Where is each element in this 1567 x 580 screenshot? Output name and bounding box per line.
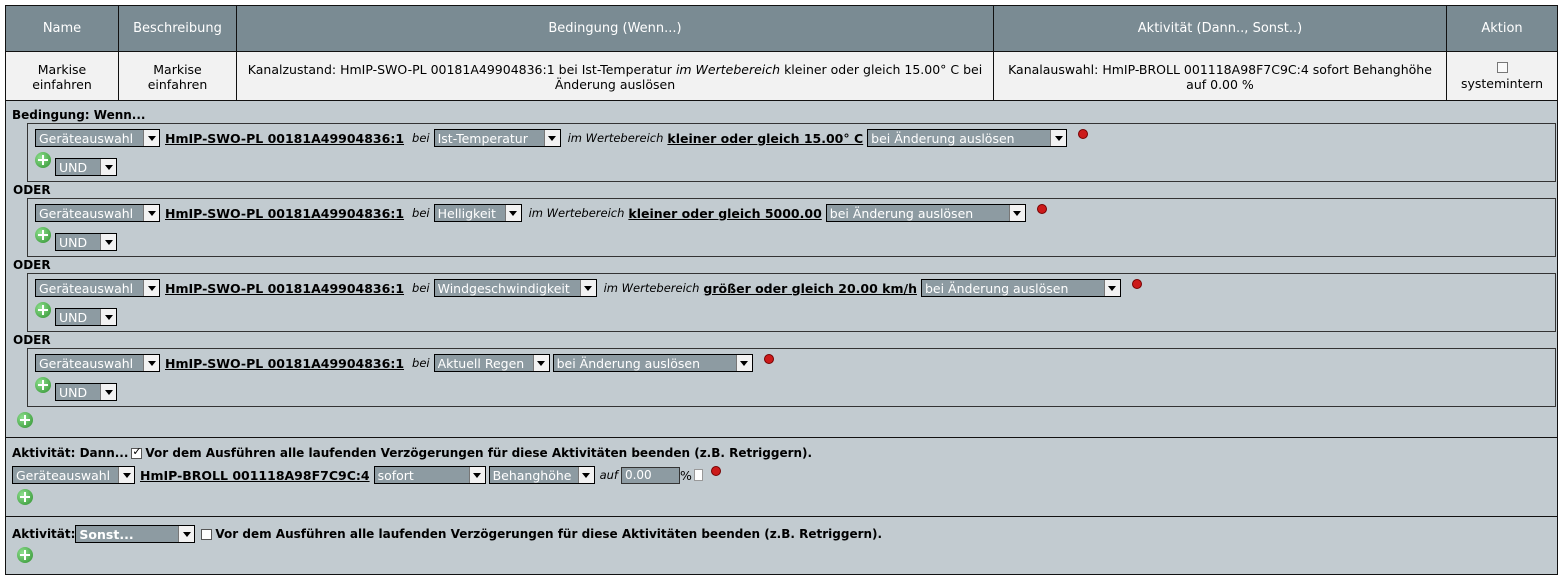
then-title: Aktivität: Dann... bbox=[12, 446, 129, 460]
add-activity-icon[interactable] bbox=[17, 489, 33, 505]
chevron-down-icon bbox=[143, 280, 159, 296]
trigger-select[interactable]: bei Änderung auslösen bbox=[553, 354, 753, 372]
add-condition-icon[interactable] bbox=[35, 377, 51, 393]
chevron-down-icon bbox=[178, 526, 194, 542]
add-else-activity-icon[interactable] bbox=[17, 547, 33, 563]
device-select[interactable]: Geräteauswahl bbox=[35, 354, 160, 372]
col-action-header: Aktion bbox=[1481, 21, 1523, 36]
or-label: ODER bbox=[13, 183, 51, 197]
activity-device-link[interactable]: HmIP-BROLL 001118A98F7C9C:4 bbox=[140, 467, 370, 483]
else-panel bbox=[5, 516, 1558, 575]
device-select[interactable]: Geräteauswahl bbox=[35, 129, 160, 147]
delete-icon[interactable] bbox=[1078, 129, 1088, 139]
chevron-down-icon bbox=[736, 355, 752, 371]
else-title: Aktivität: bbox=[12, 527, 76, 541]
chevron-down-icon bbox=[1050, 130, 1066, 146]
condition-block-2: Geräteauswahl HmIP-SWO-PL 00181A49904836:1 bei Helligkeit im Wertebereich kleiner oder gleich 5000.00 bei Änderung auslösen UND bbox=[27, 198, 1556, 257]
add-condition-icon[interactable] bbox=[35, 152, 51, 168]
range-link[interactable]: kleiner oder gleich 5000.00 bbox=[628, 205, 822, 221]
col-name-header: Name bbox=[6, 6, 119, 51]
device-select[interactable]: Geräteauswahl bbox=[35, 204, 160, 222]
program-action-cell bbox=[1447, 52, 1557, 101]
delete-icon[interactable] bbox=[1037, 204, 1047, 214]
chevron-down-icon bbox=[1104, 280, 1120, 296]
or-label: ODER bbox=[13, 333, 51, 347]
chevron-down-icon bbox=[100, 309, 116, 325]
then-panel: Aktivität: Dann... ✓ Vor dem Ausführen alle laufenden Verzögerungen für diese Aktivitäten beenden (z.B. Retriggern). Geräteauswahl HmIP-BROLL 001118A98F7C9C:4 sofort Behanghöhe auf 0.00 % bbox=[5, 437, 1558, 517]
program-condition-summary: Kanalzustand: HmIP-SWO-PL 00181A49904836:1 bei Ist-Temperatur im Wertebereich kleiner oder gleich 15.00° C bei Änderung auslösen bbox=[237, 52, 994, 101]
col-activity-header: Aktivität (Dann.., Sonst..) bbox=[994, 6, 1447, 51]
chevron-down-icon bbox=[100, 384, 116, 400]
col-description-header: Beschreibung bbox=[119, 6, 237, 51]
chevron-down-icon bbox=[469, 467, 485, 483]
chevron-down-icon bbox=[143, 130, 159, 146]
condition-block-4: Geräteauswahl HmIP-SWO-PL 00181A49904836:1 bei Aktuell Regen bei Änderung auslösen UND bbox=[27, 348, 1556, 407]
note-icon[interactable] bbox=[694, 469, 703, 481]
delete-icon[interactable] bbox=[1132, 279, 1142, 289]
chevron-down-icon bbox=[118, 467, 134, 483]
device-link[interactable]: HmIP-SWO-PL 00181A49904836:1 bbox=[165, 355, 405, 371]
else-retrigger-checkbox[interactable] bbox=[201, 529, 212, 540]
trigger-select[interactable]: bei Änderung auslösen bbox=[826, 204, 1026, 222]
then-retrigger-checkbox[interactable] bbox=[131, 448, 142, 459]
range-link[interactable]: größer oder gleich 20.00 km/h bbox=[703, 280, 917, 296]
activity-device-select[interactable]: Geräteauswahl bbox=[12, 466, 135, 484]
col-condition-header: Bedingung (Wenn...) bbox=[237, 6, 994, 51]
chevron-down-icon bbox=[580, 280, 596, 296]
program-table bbox=[5, 5, 1558, 101]
add-condition-group-icon[interactable] bbox=[17, 412, 33, 428]
else-retrigger-label: Vor dem Ausführen alle laufenden Verzögerungen für diese Aktivitäten beenden (z.B. Retriggern). bbox=[215, 527, 883, 541]
table-row bbox=[6, 51, 1557, 101]
device-link[interactable]: HmIP-SWO-PL 00181A49904836:1 bbox=[165, 130, 405, 146]
chevron-down-icon bbox=[143, 205, 159, 221]
or-label: ODER bbox=[13, 258, 51, 272]
trigger-select[interactable]: bei Änderung auslösen bbox=[921, 279, 1121, 297]
delete-icon[interactable] bbox=[711, 466, 721, 476]
value-input[interactable]: 0.00 bbox=[621, 467, 680, 484]
trigger-select[interactable]: bei Änderung auslösen bbox=[867, 129, 1067, 147]
parameter-select[interactable]: Aktuell Regen bbox=[434, 354, 550, 372]
and-select[interactable]: UND bbox=[55, 308, 117, 326]
program-name[interactable]: Markise einfahren bbox=[6, 52, 119, 101]
table-header-row bbox=[6, 6, 1557, 51]
device-link[interactable]: HmIP-SWO-PL 00181A49904836:1 bbox=[165, 280, 405, 296]
chevron-down-icon bbox=[143, 355, 159, 371]
parameter-select[interactable]: Windgeschwindigkeit bbox=[434, 279, 597, 297]
chevron-down-icon bbox=[533, 355, 549, 371]
unit-label: % bbox=[679, 467, 692, 483]
condition-title: Bedingung: Wenn... bbox=[12, 108, 146, 122]
device-link[interactable]: HmIP-SWO-PL 00181A49904836:1 bbox=[165, 205, 405, 221]
and-select[interactable]: UND bbox=[55, 383, 117, 401]
else-select[interactable]: Sonst... bbox=[75, 525, 195, 543]
chevron-down-icon bbox=[544, 130, 560, 146]
condition-block-1: Geräteauswahl HmIP-SWO-PL 00181A49904836:1 bei Ist-Temperatur im Wertebereich kleiner oder gleich 15.00° C bei Änderung auslösen UND bbox=[27, 123, 1556, 182]
condition-panel bbox=[5, 100, 1558, 438]
chevron-down-icon bbox=[505, 205, 521, 221]
condition-block-3: Geräteauswahl HmIP-SWO-PL 00181A49904836:1 bei Windgeschwindigkeit im Wertebereich größer oder gleich 20.00 km/h bei Änderung auslösen UND bbox=[27, 273, 1556, 332]
chevron-down-icon bbox=[100, 234, 116, 250]
program-description[interactable]: Markise einfahren bbox=[119, 52, 237, 101]
delete-icon[interactable] bbox=[764, 354, 774, 364]
parameter-select[interactable]: Ist-Temperatur bbox=[434, 129, 561, 147]
systemintern-label: systemintern bbox=[1460, 76, 1544, 91]
range-link[interactable]: kleiner oder gleich 15.00° C bbox=[667, 130, 864, 146]
and-select[interactable]: UND bbox=[55, 233, 117, 251]
parameter-select[interactable]: Helligkeit bbox=[434, 204, 522, 222]
device-select[interactable]: Geräteauswahl bbox=[35, 279, 160, 297]
and-select[interactable]: UND bbox=[55, 158, 117, 176]
add-condition-icon[interactable] bbox=[35, 227, 51, 243]
chevron-down-icon bbox=[578, 467, 594, 483]
chevron-down-icon bbox=[100, 159, 116, 175]
chevron-down-icon bbox=[1009, 205, 1025, 221]
program-activity-summary: Kanalauswahl: HmIP-BROLL 001118A98F7C9C:4 sofort Behanghöhe auf 0.00 % bbox=[994, 52, 1447, 101]
timing-select[interactable]: sofort bbox=[374, 466, 486, 484]
add-condition-icon[interactable] bbox=[35, 302, 51, 318]
then-retrigger-label: Vor dem Ausführen alle laufenden Verzögerungen für diese Aktivitäten beenden (z.B. Retriggern). bbox=[145, 446, 813, 460]
systemintern-checkbox[interactable] bbox=[1497, 62, 1508, 73]
activity-param-select[interactable]: Behanghöhe bbox=[489, 466, 595, 484]
